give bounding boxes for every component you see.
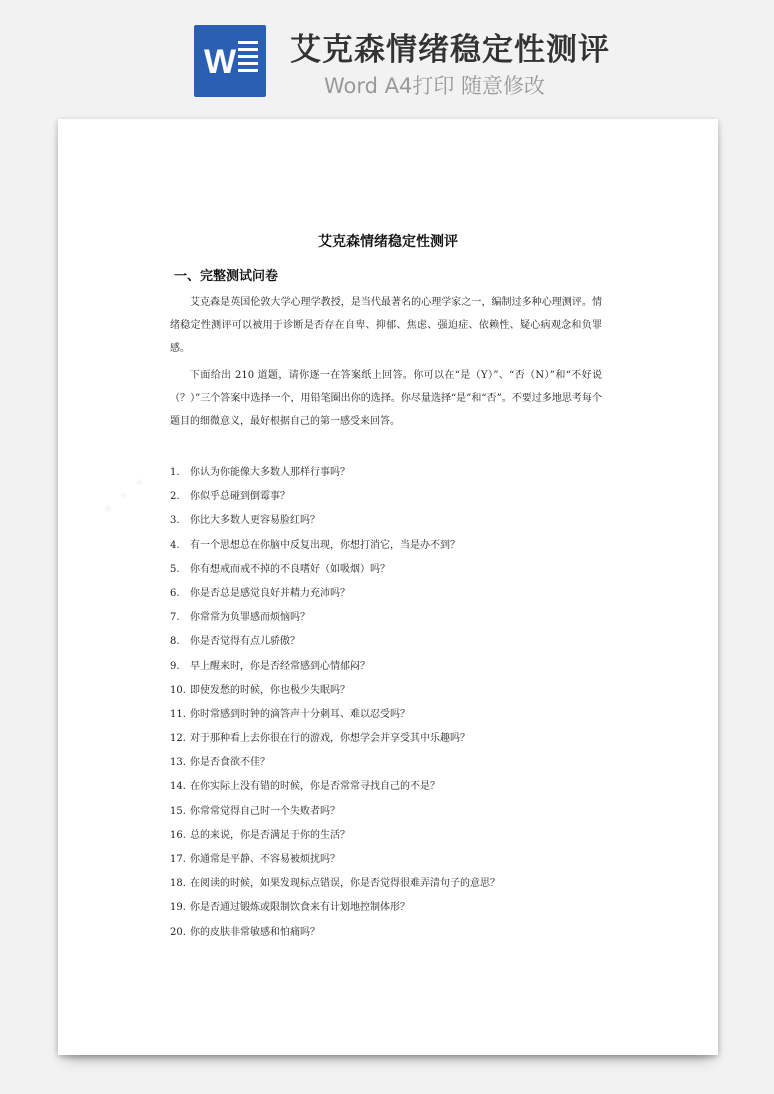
question-number: 8.	[170, 636, 180, 648]
question-item	[170, 534, 610, 558]
question-number: 2.	[170, 491, 180, 503]
instructions-paragraph: 下面给出 210 道题，请你逐一在答案纸上回答。你可以在“是（Y）”、“否（N）”和“不好说（？）”三个答案中选择一个，用铅笔圈出你的选择。你尽量选择“是”和“否”。不要过多地思考每个题目的细微意义，最好根据自己的第一感受来回答。	[170, 370, 602, 427]
question-number: 20.	[170, 926, 186, 938]
question-item	[170, 872, 610, 896]
question-number: 17.	[170, 854, 186, 865]
question-item	[170, 824, 610, 848]
document-page	[58, 119, 718, 1055]
word-icon-lines	[238, 41, 258, 76]
question-number: 14.	[170, 781, 186, 793]
question-item	[170, 461, 610, 485]
question-item	[170, 509, 610, 533]
document-title: 艾克森情绪稳定性测评	[318, 234, 458, 250]
question-number: 15.	[170, 805, 186, 817]
question-item	[170, 630, 610, 654]
question-text: 你是否觉得有点儿骄傲？	[190, 636, 300, 648]
question-text: 你似乎总碰到倒霉事？	[190, 491, 290, 503]
question-text: 你是否总是感觉良好并精力充沛吗？	[190, 587, 350, 599]
question-item	[170, 727, 610, 751]
question-item	[170, 751, 610, 775]
question-text: 你认为你能像大多数人那样行事吗？	[190, 467, 350, 478]
header-banner	[0, 0, 774, 110]
question-number: 9.	[170, 660, 180, 672]
question-item	[170, 800, 610, 824]
question-list	[170, 461, 610, 945]
question-number: 12.	[170, 733, 186, 745]
question-item	[170, 703, 610, 727]
question-number: 3.	[170, 515, 180, 527]
question-item	[170, 655, 610, 679]
question-text: 早上醒来时，你是否经常感到心情郁闷？	[190, 660, 370, 672]
question-item	[170, 582, 610, 606]
question-number: 18.	[170, 878, 186, 890]
question-text: 对于那种看上去你很在行的游戏，你想学会并享受其中乐趣吗？	[190, 733, 470, 745]
question-text: 你的皮肤非常敏感和怕痛吗？	[190, 926, 320, 938]
question-text: 在你实际上没有错的时候，你是否常常寻找自己的不是？	[190, 781, 440, 793]
header-title: 艾克森情绪稳定性测评	[290, 32, 610, 68]
question-text: 你是否通过锻炼或限制饮食来有计划地控制体形？	[190, 902, 410, 914]
question-number: 7.	[170, 612, 180, 624]
question-number: 4.	[170, 539, 180, 551]
question-item	[170, 848, 610, 872]
question-text: 总的来说，你是否满足于你的生活？	[190, 829, 350, 841]
question-item	[170, 558, 610, 582]
question-text: 你时常感到时钟的滴答声十分刺耳、难以忍受吗？	[190, 708, 410, 720]
question-text: 你是否食欲不佳？	[190, 757, 270, 769]
question-text: 你比大多数人更容易脸红吗？	[190, 515, 320, 527]
question-text: 你有想戒而戒不掉的不良嗜好（如吸烟）吗？	[190, 563, 390, 575]
question-item	[170, 679, 610, 703]
header-subtitle: Word A4打印 随意修改	[324, 74, 546, 98]
question-item	[170, 921, 610, 945]
question-text: 你通常是平静、不容易被烦扰吗？	[190, 854, 340, 865]
question-number: 1.	[170, 467, 180, 478]
question-number: 13.	[170, 757, 186, 769]
question-number: 5.	[170, 563, 180, 575]
question-number: 6.	[170, 587, 180, 599]
question-number: 16.	[170, 829, 186, 841]
question-text: 有一个思想总在你脑中反复出现，你想打消它，当是办不到？	[190, 539, 460, 551]
question-text: 即使发愁的时候，你也极少失眠吗？	[190, 684, 350, 696]
question-item	[170, 896, 610, 920]
intro-paragraph: 艾克森是英国伦敦大学心理学教授，是当代最著名的心理学家之一，编制过多种心理测评。情绪稳定性测评可以被用于诊断是否存在自卑、抑郁、焦虑、强迫症、依赖性、疑心病观念和负罪感。	[170, 297, 602, 354]
section-heading: 一、完整测试问卷	[174, 269, 279, 284]
question-number: 19.	[170, 902, 186, 914]
question-item	[170, 606, 610, 630]
watermark: · · ·	[93, 466, 154, 525]
question-text: 你常常为负罪感而烦恼吗？	[190, 612, 310, 624]
question-item	[170, 485, 610, 509]
word-doc-icon	[194, 25, 266, 97]
question-number: 11.	[170, 708, 186, 720]
question-text: 在阅读的时候，如果发现标点错误，你是否觉得很难弄清句子的意思？	[190, 878, 500, 890]
question-item	[170, 775, 610, 799]
question-text: 你常常觉得自己时一个失败者吗？	[190, 805, 340, 817]
word-icon-letter: W	[204, 43, 237, 81]
question-number: 10.	[170, 684, 186, 696]
